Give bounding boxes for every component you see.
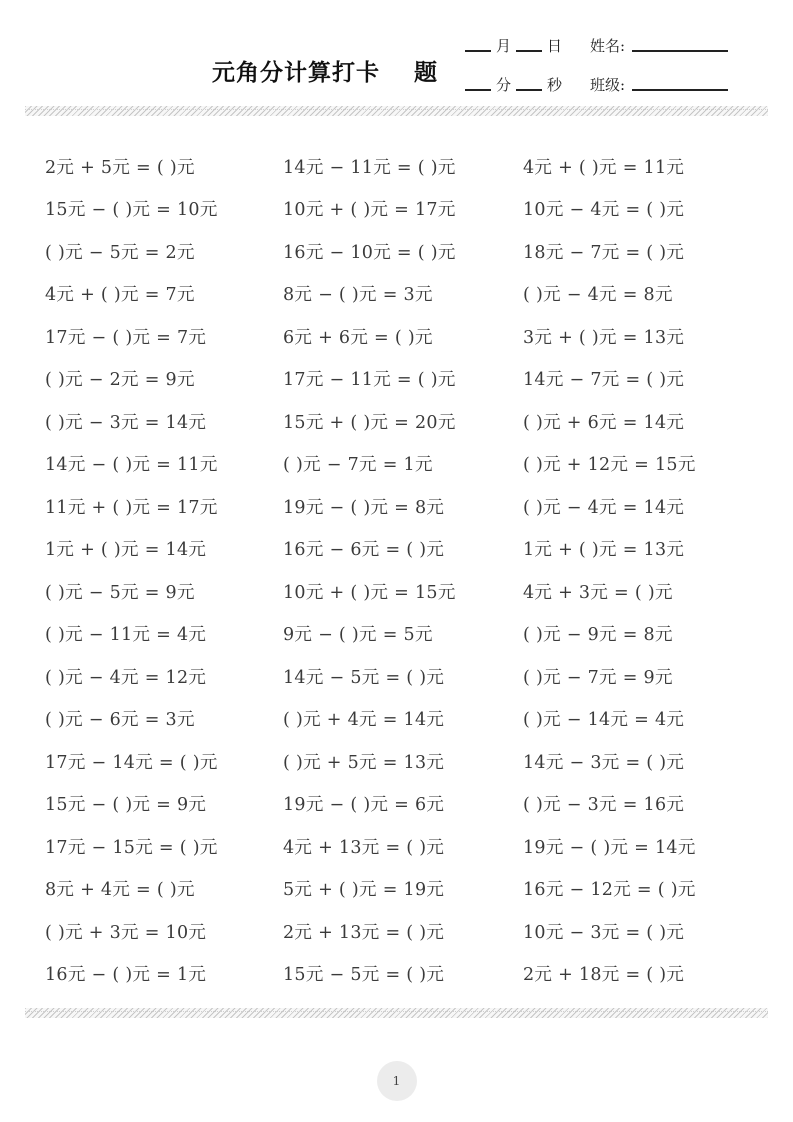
time-row (460, 67, 733, 93)
math-problem: 1元 + ( )元 = 13元 (523, 540, 685, 561)
page-title-text: 元角分计算打卡 (212, 59, 380, 85)
name-blank (632, 48, 728, 52)
math-problem: 5元 + ( )元 = 19元 (283, 880, 445, 901)
math-problem: 19元 − ( )元 = 14元 (523, 837, 696, 858)
math-problem: 10元 − 3元 = ( )元 (523, 922, 685, 943)
math-problem: 16元 − 12元 = ( )元 (523, 880, 696, 901)
math-problem: 11元 + ( )元 = 17元 (45, 497, 218, 518)
math-problem: ( )元 − 14元 = 4元 (523, 710, 685, 731)
math-problem: ( )元 − 5元 = 2元 (45, 242, 195, 263)
math-problem: 16元 − 10元 = ( )元 (283, 242, 456, 263)
math-problem: ( )元 − 7元 = 1元 (283, 455, 433, 476)
second-label: 秒 (547, 76, 563, 94)
math-problem: ( )元 − 9元 = 8元 (523, 625, 673, 646)
hatched-divider-bottom (25, 1008, 768, 1018)
math-problem: 8元 − ( )元 = 3元 (283, 285, 433, 306)
math-problem: 15元 − 5元 = ( )元 (283, 965, 445, 986)
math-problem: 10元 + ( )元 = 17元 (283, 200, 456, 221)
math-problem: 3元 + ( )元 = 13元 (523, 327, 685, 348)
math-problem: 17元 − ( )元 = 7元 (45, 327, 207, 348)
month-label: 月 (496, 37, 512, 55)
math-problem: 14元 − 7元 = ( )元 (523, 370, 685, 391)
math-problem: 2元 + 5元 = ( )元 (45, 157, 195, 178)
math-problem: ( )元 + 3元 = 10元 (45, 922, 207, 943)
math-problem: 4元 + 13元 = ( )元 (283, 837, 445, 858)
minute-label: 分 (496, 76, 512, 94)
math-problem: 15元 + ( )元 = 20元 (283, 412, 456, 433)
math-problem: ( )元 − 4元 = 8元 (523, 285, 673, 306)
math-problem: 9元 − ( )元 = 5元 (283, 625, 433, 646)
second-blank (516, 87, 542, 91)
math-problem: 19元 − ( )元 = 8元 (283, 497, 445, 518)
problems-grid (45, 145, 760, 995)
math-problem: ( )元 − 6元 = 3元 (45, 710, 195, 731)
math-problem: ( )元 + 4元 = 14元 (283, 710, 445, 731)
page-title-suffix: 题 (414, 59, 438, 85)
math-problem: ( )元 − 3元 = 14元 (45, 412, 207, 433)
math-problem: ( )元 − 3元 = 16元 (523, 795, 685, 816)
name-label: 姓名: (590, 37, 626, 55)
class-blank (632, 87, 728, 91)
math-problem: ( )元 + 6元 = 14元 (523, 412, 685, 433)
class-label: 班级: (590, 76, 626, 94)
math-problem: ( )元 − 2元 = 9元 (45, 370, 195, 391)
math-problem: 15元 − ( )元 = 10元 (45, 200, 218, 221)
math-problem: ( )元 − 4元 = 14元 (523, 497, 685, 518)
math-problem: 15元 − ( )元 = 9元 (45, 795, 207, 816)
math-problem: ( )元 − 11元 = 4元 (45, 625, 207, 646)
math-problem: 2元 + 13元 = ( )元 (283, 922, 445, 943)
math-problem: 14元 − ( )元 = 11元 (45, 455, 218, 476)
math-problem: ( )元 − 7元 = 9元 (523, 667, 673, 688)
math-problem: 4元 + ( )元 = 7元 (45, 285, 195, 306)
math-problem: 1元 + ( )元 = 14元 (45, 540, 207, 561)
math-problem: 17元 − 14元 = ( )元 (45, 752, 218, 773)
math-problem: ( )元 − 4元 = 12元 (45, 667, 207, 688)
math-problem: 16元 − 6元 = ( )元 (283, 540, 445, 561)
math-problem: ( )元 + 5元 = 13元 (283, 752, 445, 773)
math-problem: ( )元 − 5元 = 9元 (45, 582, 195, 603)
math-problem: 4元 + ( )元 = 11元 (523, 157, 685, 178)
day-label: 日 (547, 37, 563, 55)
math-problem: 18元 − 7元 = ( )元 (523, 242, 685, 263)
header-meta (460, 28, 733, 106)
month-blank (465, 48, 491, 52)
math-problem: 14元 − 11元 = ( )元 (283, 157, 456, 178)
math-problem: 2元 + 18元 = ( )元 (523, 965, 685, 986)
math-problem: 10元 + ( )元 = 15元 (283, 582, 456, 603)
date-row (460, 28, 733, 54)
math-problem: 14元 − 5元 = ( )元 (283, 667, 445, 688)
math-problem: 10元 − 4元 = ( )元 (523, 200, 685, 221)
math-problem: 6元 + 6元 = ( )元 (283, 327, 433, 348)
hatched-divider-top (25, 106, 768, 116)
math-problem: 8元 + 4元 = ( )元 (45, 880, 195, 901)
page-number: 1 (392, 1074, 401, 1088)
math-problem: 17元 − 11元 = ( )元 (283, 370, 456, 391)
day-blank (516, 48, 542, 52)
math-problem: 14元 − 3元 = ( )元 (523, 752, 685, 773)
math-problem: 19元 − ( )元 = 6元 (283, 795, 445, 816)
math-problem: ( )元 + 12元 = 15元 (523, 455, 696, 476)
page-title (212, 54, 438, 87)
math-problem: 4元 + 3元 = ( )元 (523, 582, 673, 603)
math-problem: 17元 − 15元 = ( )元 (45, 837, 218, 858)
math-problem: 16元 − ( )元 = 1元 (45, 965, 207, 986)
page-number-badge (377, 1061, 417, 1101)
minute-blank (465, 87, 491, 91)
